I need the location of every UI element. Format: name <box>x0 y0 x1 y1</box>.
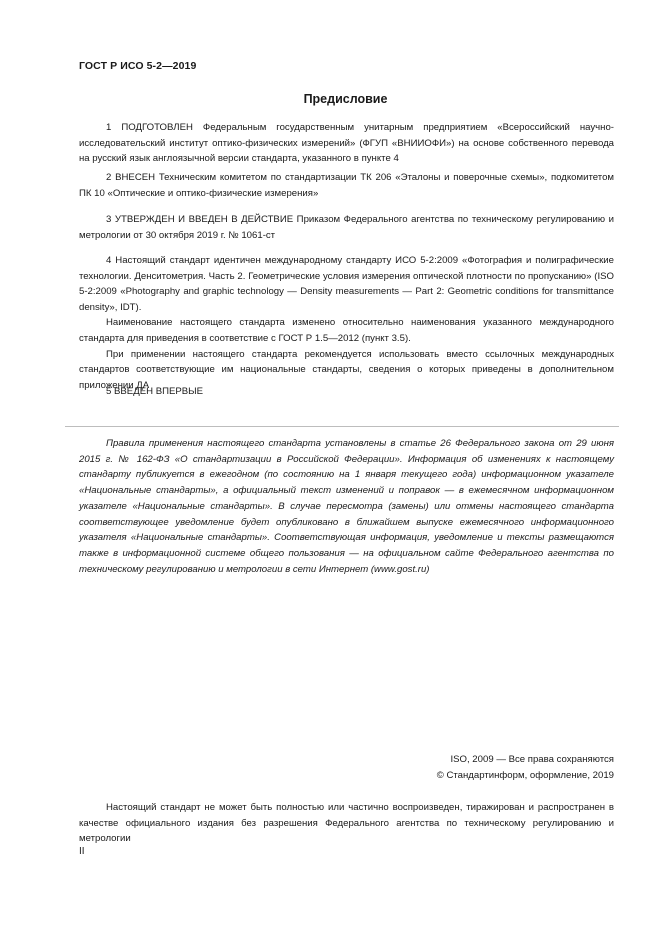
reproduction-notice-text: Настоящий стандарт не может быть полностью или частично воспроизведен, тиражирован и распространен в качестве официального издания без разрешения Федерального агентства по техническому регулированию и метрологии <box>79 802 614 845</box>
section-3 <box>79 212 614 243</box>
standard-id-header: ГОСТ Р ИСО 5-2—2019 <box>79 60 197 72</box>
section-4-paragraph-1: 4 Настоящий стандарт идентичен международному стандарту ИСО 5-2:2009 «Фотография и полиграфические технологии. Денситометрия. Часть 2. Геометрические условия измерения оптической плотности по пропусканию» (ISO 5-2:2009 «Photography and graphic technology — Density measurements — Part 2: Geometric conditions for transmittance density», IDT). <box>79 255 614 313</box>
page-title <box>0 92 661 106</box>
section-2 <box>79 170 614 201</box>
section-2-text: 2 ВНЕСЕН Техническим комитетом по стандартизации ТК 206 «Эталоны и поверочные схемы», подкомитетом ПК 10 «Оптические и оптико-физические измерения» <box>79 172 614 199</box>
section-1-text: 1 ПОДГОТОВЛЕН Федеральным государственным унитарным предприятием «Всероссийский научно-исследовательский институт оптико-физических измерений» (ФГУП «ВНИИОФИ») на основе собственного перевода на русский язык англоязычной версии стандарта, указанного в пункте 4 <box>79 122 614 165</box>
section-4-paragraph-2: Наименование настоящего стандарта изменено относительно наименования указанного международного стандарта для приведения в соответствие с ГОСТ Р 1.5—2012 (пункт 3.5). <box>79 317 614 344</box>
page-number: II <box>79 846 85 857</box>
section-5 <box>79 384 614 400</box>
section-1 <box>79 120 614 167</box>
section-4-paragraph-3: При применении настоящего стандарта рекомендуется использовать вместо ссылочных международных стандартов соответствующие им национальные стандарты, сведения о которых приведены в дополнительном приложении ДА <box>79 348 614 391</box>
section-4 <box>79 253 614 393</box>
section-3-text: 3 УТВЕРЖДЕН И ВВЕДЕН В ДЕЙСТВИЕ Приказом Федерального агентства по техническому регулированию и метрологии от 30 октября 2019 г. № 1061-ст <box>79 214 614 241</box>
application-rules-text: Правила применения настоящего стандарта установлены в статье 26 Федерального закона от 29 июня 2015 г. № 162-ФЗ «О стандартизации в Российской Федерации». Информация об изменениях к настоящему стандарту публикуется в ежегодном (по состоянию на 1 января текущего года) информационном указателе «Национальные стандарты», а официальный текст изменений и поправок — в ежемесячном информационном указателе «Национальные стандарты». В случае пересмотра (замены) или отмены настоящего стандарта соответствующее уведомление будет опубликовано в ближайшем выпуске ежемесячного информационного указателя «Национальные стандарты». Соответствующая информация, уведомление и тексты размещаются также в информационной системе общего пользования — на официальном сайте Федерального агентства по техническому регулированию и метрологии в сети Интернет (www.gost.ru) <box>79 438 614 575</box>
section-5-text: 5 ВВЕДЕН ВПЕРВЫЕ <box>106 386 204 397</box>
copyright-iso: ISO, 2009 — Все права сохраняются <box>450 754 614 765</box>
reproduction-notice <box>79 800 614 847</box>
copyright-standartinform: © Стандартинформ, оформление, 2019 <box>436 770 614 781</box>
copyright-block <box>437 752 614 784</box>
page-title-text: Предисловие <box>303 92 388 106</box>
notice-divider <box>65 426 619 427</box>
application-rules-notice <box>79 436 614 577</box>
